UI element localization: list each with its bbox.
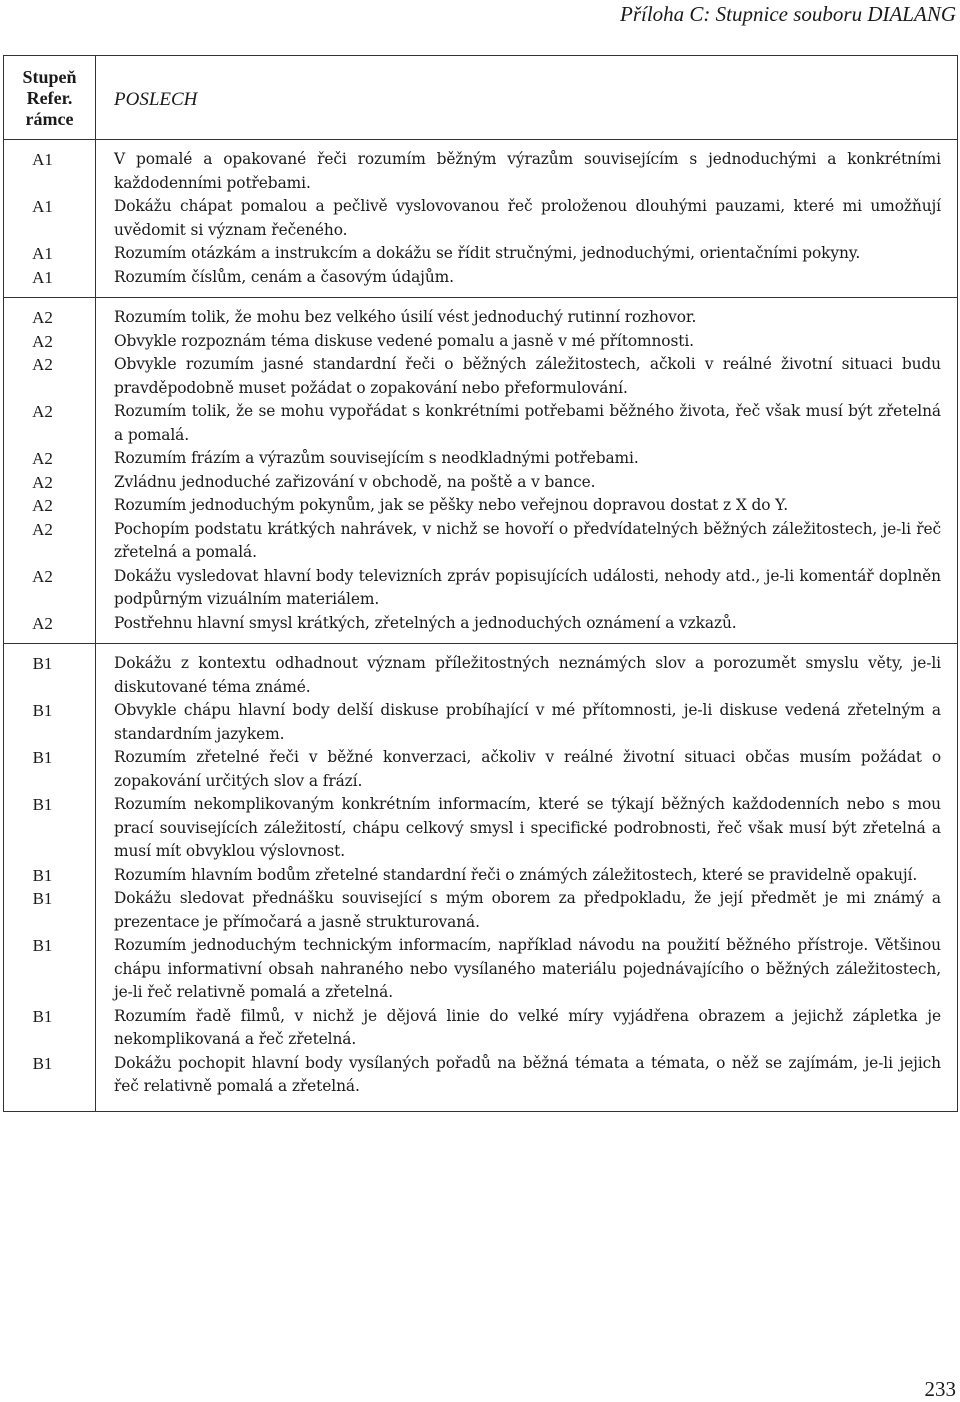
descriptor-cell: Dokážu chápat pomalou a pečlivě vyslovovanou řeč proloženou dlouhými pauzami, které mi umožňují uvědomit si význam řečeného. <box>114 197 941 239</box>
table-row <box>4 1005 957 1052</box>
level-cell: B1 <box>4 652 96 699</box>
descriptor-cell: Obvykle chápu hlavní body delší diskuse probíhající v mé přítomnosti, je-li diskuse vedená zřetelným a standardním jazykem. <box>114 701 941 743</box>
section-spacer <box>4 635 957 643</box>
level-cell: A2 <box>4 471 96 495</box>
level-cell: B1 <box>4 699 96 746</box>
section-spacer <box>4 644 957 652</box>
table-row <box>4 1052 957 1099</box>
level-cell: A2 <box>4 306 96 330</box>
spacer-cell <box>4 644 96 652</box>
descriptor-cell: Pochopím podstatu krátkých nahrávek, v nichž se hovoří o předvídatelných běžných záležitostech, je-li řeč zřetelná a pomalá. <box>114 519 941 561</box>
table-row <box>4 518 957 565</box>
level-header-line: Refer. <box>26 88 73 108</box>
descriptor-cell: Rozumím jednoduchým technickým informacím, například návodu na použití běžného přístroje. Většinou chápu informativní obsah nahraného nebo vysílaného materiálu pojednávajícího o běžných záležitostech, je-li řeč relativně pomalá a zřetelná. <box>114 936 941 1001</box>
spacer-cell <box>4 298 96 306</box>
table-row <box>4 330 957 354</box>
spacer-cell <box>4 1099 96 1111</box>
table-row <box>4 652 957 699</box>
page-header-title: Příloha C: Stupnice souboru DIALANG <box>620 2 956 26</box>
level-cell: A1 <box>4 266 96 290</box>
spacer-cell <box>4 635 96 643</box>
level-cell: A1 <box>4 195 96 242</box>
level-header-line: Stupeň <box>22 67 77 87</box>
table-row <box>4 400 957 447</box>
level-cell: A2 <box>4 565 96 612</box>
table-row <box>4 746 957 793</box>
level-section <box>4 297 957 643</box>
table-row <box>4 793 957 864</box>
table-row <box>4 242 957 266</box>
level-cell: A1 <box>4 242 96 266</box>
level-cell: B1 <box>4 1052 96 1099</box>
table-row <box>4 471 957 495</box>
level-cell: A2 <box>4 400 96 447</box>
descriptor-cell: Dokážu pochopit hlavní body vysílaných pořadů na běžná témata a témata, o něž se zajímám, je-li jejich řeč relativně pomalá a zřetelná. <box>114 1053 941 1095</box>
level-cell: A2 <box>4 330 96 354</box>
level-section <box>4 140 957 297</box>
table-row <box>4 148 957 195</box>
descriptor-cell: Dokážu sledovat přednášku související s mým oborem za předpokladu, že její předmět je mi známý a prezentace je přímočará a jasně strukturovaná. <box>114 889 941 931</box>
section-spacer <box>4 289 957 297</box>
level-cell: A2 <box>4 447 96 471</box>
table-row <box>4 353 957 400</box>
level-cell: B1 <box>4 864 96 888</box>
descriptor-cell: Rozumím nekomplikovaným konkrétním informacím, které se týkají běžných každodenních nebo s mou prací souvisejících záležitostí, chápu celkový smysl i specifické podrobnosti, řeč však musí být zřetelná a musí mít obvyklou výslovnost. <box>114 795 941 860</box>
section-spacer <box>4 1099 957 1111</box>
descriptor-cell: Dokážu z kontextu odhadnout význam příležitostných neznámých slov a porozumět smyslu věty, je-li diskutované téma známé. <box>114 654 941 696</box>
spacer-cell <box>4 140 96 148</box>
table-row <box>4 699 957 746</box>
level-cell: A2 <box>4 494 96 518</box>
descriptor-cell: Rozumím frázím a výrazům souvisejícím s neodkladnými potřebami. <box>114 449 639 467</box>
level-cell: B1 <box>4 746 96 793</box>
descriptor-cell: V pomalé a opakované řeči rozumím běžným výrazům souvisejícím s jednoduchými a konkrétními každodenními potřebami. <box>114 150 941 192</box>
level-cell: B1 <box>4 887 96 934</box>
descriptor-cell: Rozumím otázkám a instrukcím a dokážu se řídit stručnými, jednoduchými, orientačními pokyny. <box>114 244 861 262</box>
table-row <box>4 612 957 636</box>
table-row <box>4 306 957 330</box>
descriptor-cell: Rozumím zřetelné řeči v běžné konverzaci, ačkoliv v reálné životní situaci občas musím požádat o zopakování určitých slov a frází. <box>114 748 941 790</box>
table-row <box>4 887 957 934</box>
table-row <box>4 864 957 888</box>
level-header-line: rámce <box>25 109 74 129</box>
level-cell: A2 <box>4 612 96 636</box>
level-cell: A1 <box>4 148 96 195</box>
level-cell: B1 <box>4 793 96 864</box>
descriptor-cell: Obvykle rozpoznám téma diskuse vedené pomalu a jasně v mé přítomnosti. <box>114 331 694 350</box>
descriptor-cell: Dokážu vysledovat hlavní body televizních zpráv popisujících události, nehody atd., je-li komentář doplněn podpůrným vizuálním materiálem. <box>114 566 941 608</box>
descriptor-cell: Rozumím číslům, cenám a časovým údajům. <box>114 267 454 286</box>
descriptor-cell: Zvládnu jednoduché zařizování v obchodě, na poště a v bance. <box>114 472 596 491</box>
descriptor-cell: Rozumím tolik, že mohu bez velkého úsilí vést jednoduchý rutinní rozhovor. <box>114 308 697 326</box>
descriptor-cell: Rozumím jednoduchým pokynům, jak se pěšky nebo veřejnou dopravou dostat z X do Y. <box>114 496 789 514</box>
descriptor-cell: Rozumím hlavním bodům zřetelné standardní řeči o známých záležitostech, které se pravidelně opakují. <box>114 865 918 884</box>
page-number: 233 <box>924 1377 956 1401</box>
level-column-header <box>4 56 96 139</box>
section-spacer <box>4 298 957 306</box>
level-section <box>4 643 957 1111</box>
descriptor-cell: Obvykle rozumím jasné standardní řeči o běžných záležitostech, ačkoli v reálné životní situaci budu pravděpodobně muset požádat o zopakování nebo přeformulování. <box>114 355 941 397</box>
table-header-row <box>4 56 957 140</box>
section-spacer <box>4 140 957 148</box>
skill-column-header: POSLECH <box>114 88 198 110</box>
level-cell: B1 <box>4 1005 96 1052</box>
table-row <box>4 494 957 518</box>
table-row <box>4 266 957 290</box>
scale-table <box>3 55 958 1112</box>
spacer-cell <box>4 289 96 297</box>
descriptor-cell: Rozumím tolik, že se mohu vypořádat s konkrétními potřebami běžného života, řeč však musí být zřetelná a pomalá. <box>114 402 941 444</box>
table-row <box>4 934 957 1005</box>
level-cell: B1 <box>4 934 96 1005</box>
table-row <box>4 195 957 242</box>
level-cell: A2 <box>4 518 96 565</box>
table-row <box>4 565 957 612</box>
table-body <box>4 140 957 1111</box>
descriptor-cell: Postřehnu hlavní smysl krátkých, zřetelných a jednoduchých oznámení a vzkazů. <box>114 613 737 632</box>
level-cell: A2 <box>4 353 96 400</box>
table-row <box>4 447 957 471</box>
descriptor-cell: Rozumím řadě filmů, v nichž je dějová linie do velké míry vyjádřena obrazem a jejichž zápletka je nekomplikovaná a řeč zřetelná. <box>114 1006 941 1048</box>
